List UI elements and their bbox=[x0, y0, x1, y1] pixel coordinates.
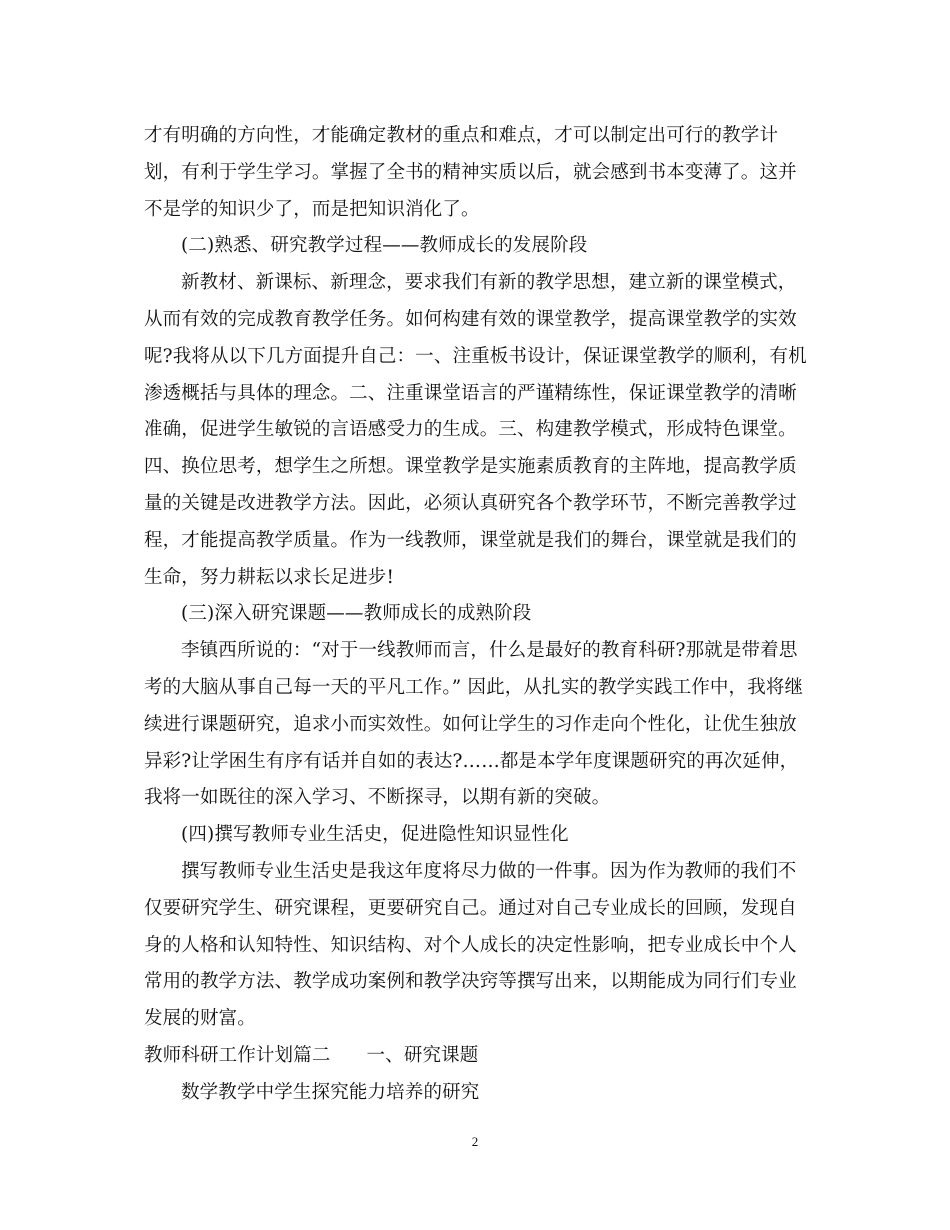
text-line: 划，有利于学生学习。掌握了全书的精神实质以后，就会感到书本变薄了。这并 bbox=[144, 161, 797, 183]
text-line: 考的大脑从事自己每一天的平凡工作。” 因此，从扎实的教学实践工作中，我将继 bbox=[144, 676, 804, 698]
text-line: 异彩?让学困生有序有话并自如的表达?……都是本学年度课题研究的再次延伸， bbox=[144, 750, 799, 772]
section-subheading: 一、研究课题 bbox=[366, 1044, 479, 1066]
section-title: 教师科研工作计划篇二 bbox=[144, 1044, 331, 1066]
text-line: 仅要研究学生、研究课程，更要研究自己。通过对自己专业成长的回顾，发现自 bbox=[144, 897, 797, 919]
text-line: 程，才能提高教学质量。作为一线教师，课堂就是我们的舞台，课堂就是我们的 bbox=[144, 529, 797, 551]
text-line: 李镇西所说的：“对于一线教师而言，什么是最好的教育科研?那就是带着思 bbox=[181, 640, 798, 662]
text-line: 不是学的知识少了，而是把知识消化了。 bbox=[144, 198, 480, 220]
text-line: 新教材、新课标、新理念，要求我们有新的教学思想，建立新的课堂模式， bbox=[181, 272, 797, 294]
text-line: 四、换位思考，想学生之所想。课堂教学是实施素质教育的主阵地，提高教学质 bbox=[144, 456, 797, 478]
text-line: 发展的财富。 bbox=[144, 1008, 256, 1030]
text-line: 续进行课题研究，追求小而实效性。如何让学生的习作走向个性化，让优生独放 bbox=[144, 713, 797, 735]
text-line: 量的关键是改进教学方法。因此，必须认真研究各个教学环节，不断完善教学过 bbox=[144, 492, 797, 514]
text-line: 呢?我将从以下几方面提升自己：一、注重板书设计，保证课堂教学的顺利，有机 bbox=[144, 345, 807, 367]
text-line: 撰写教师专业生活史是我这年度将尽力做的一件事。因为作为教师的我们不 bbox=[181, 860, 797, 882]
section-heading-2: (二)熟悉、研究教学过程——教师成长的发展阶段 bbox=[181, 235, 588, 257]
section-heading-4: (四)撰写教师专业生活史，促进隐性知识显性化 bbox=[181, 824, 569, 846]
research-topic: 数学教学中学生探究能力培养的研究 bbox=[181, 1081, 480, 1103]
text-line: 身的人格和认知特性、知识结构、对个人成长的决定性影响，把专业成长中个人 bbox=[144, 934, 797, 956]
document-body bbox=[144, 118, 812, 1112]
section-title-line bbox=[144, 1038, 812, 1075]
text-line: 生命，努力耕耘以求长足进步! bbox=[144, 566, 395, 588]
section-heading-3: (三)深入研究课题——教师成长的成熟阶段 bbox=[181, 603, 532, 625]
page-number: 2 bbox=[471, 1134, 479, 1149]
text-line: 从而有效的完成教育教学任务。如何构建有效的课堂教学，提高课堂教学的实效 bbox=[144, 308, 797, 330]
text-line: 我将一如既往的深入学习、不断探寻，以期有新的突破。 bbox=[144, 787, 611, 809]
text-line: 才有明确的方向性，才能确定教材的重点和难点，才可以制定出可行的教学计 bbox=[144, 125, 779, 146]
text-line: 常用的教学方法、教学成功案例和教学决窍等撰写出来，以期能成为同行们专业 bbox=[144, 971, 797, 993]
text-line: 准确，促进学生敏锐的言语感受力的生成。三、构建教学模式，形成特色课堂。 bbox=[144, 419, 797, 441]
text-line: 渗透概括与具体的理念。二、注重课堂语言的严谨精练性，保证课堂教学的清晰 bbox=[144, 382, 797, 404]
